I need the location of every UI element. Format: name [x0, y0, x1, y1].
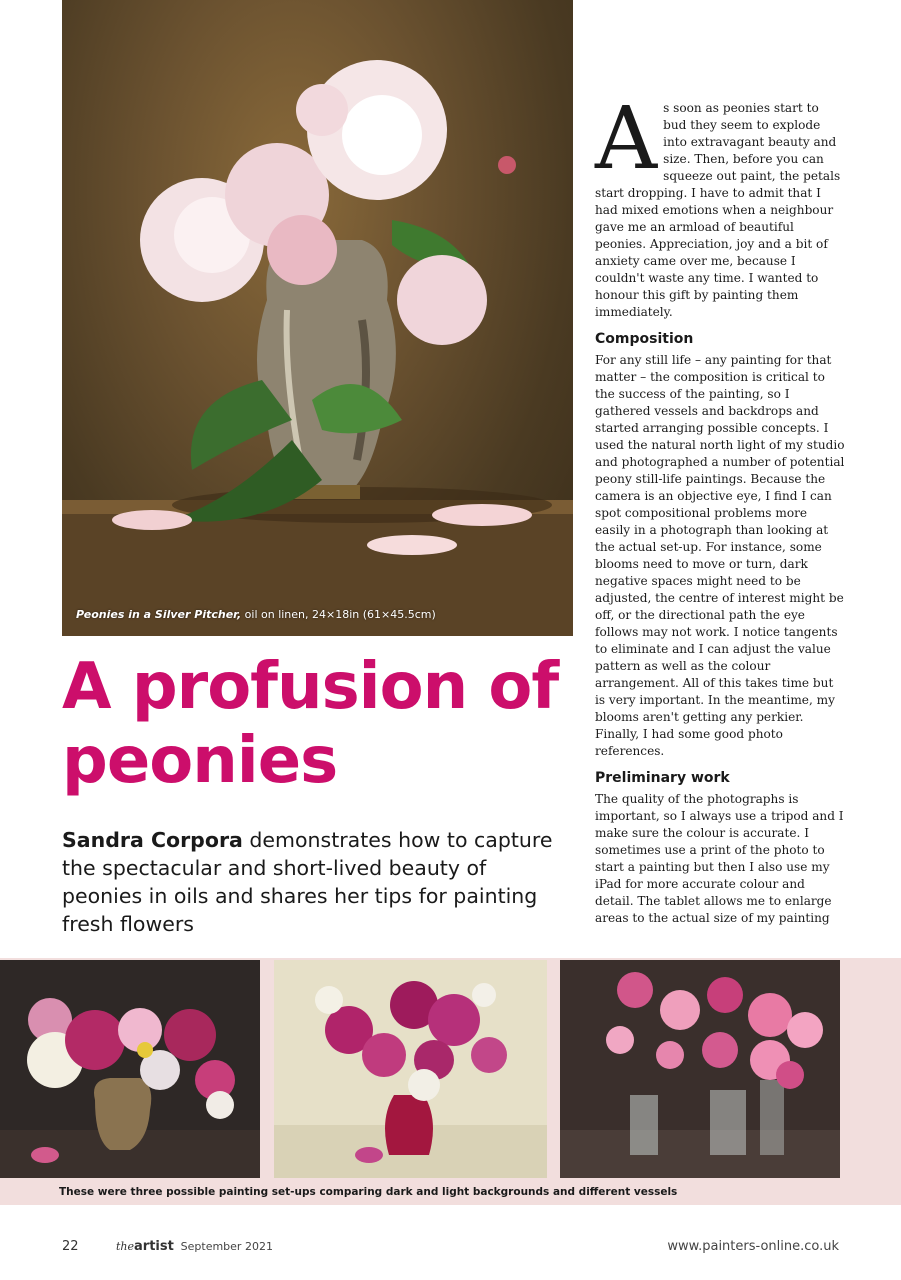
setup-photo-light-red-vase	[274, 960, 547, 1178]
setup-photo-dark-silver	[0, 960, 260, 1178]
website-url[interactable]: www.painters-online.co.uk	[667, 1239, 839, 1254]
preliminary-paragraph: The quality of the photographs is important, so I always use a tripod and I make sure the colour is accurate. I sometimes use a print of the photo to start a painting but then I also use my iPad for more accurate colour and detail. The tablet allows me to enlarge areas to the actual size of my painting	[595, 792, 844, 925]
setup-photo-dark-glass-jars	[560, 960, 840, 1178]
photo-image	[0, 960, 260, 1178]
composition-paragraph: For any still life – any painting for that matter – the composition is critical to the success of the painting, so I gathered vessels and backdrops and started arranging possible concepts. I used the natural north light of my studio and photographed a number of potential peony still-life paintings. Because the camera is an objective eye, I find I can spot compositional problems more easily in a photograph than looking at the actual set-up. For instance, some blooms need to move or turn, dark negative spaces might need to be adjusted, the centre of interest might be off, or the directional path the eye follows may not work. I notice tangents to eliminate and I can adjust the value pattern as well as the colour arrangement. All of this takes time but is very important. In the meantime, my blooms aren't getting any perkier. Finally, I had some good photo references.	[595, 353, 845, 758]
article-column	[595, 89, 845, 927]
intro-paragraph	[595, 89, 845, 321]
page-number: 22	[62, 1239, 79, 1254]
issue-date: September 2021	[180, 1240, 273, 1253]
photo-image	[560, 960, 840, 1178]
article-title	[62, 650, 582, 798]
standfirst	[62, 826, 562, 938]
peony-painting-image	[62, 0, 573, 636]
photo-strip-caption: These were three possible painting set-ups comparing dark and light backgrounds and different vessels	[59, 1186, 678, 1198]
standfirst-text: demonstrates how to capture the spectacular and short-lived beauty of peonies in oils and shares her tips for painting fresh flowers	[62, 828, 553, 936]
heading-composition: Composition	[595, 331, 694, 347]
painting-caption-title: Peonies in a Silver Pitcher,	[76, 608, 242, 621]
photo-image	[274, 960, 547, 1178]
magazine-name-the: the	[116, 1240, 135, 1253]
painting-caption-details: oil on linen, 24×18in (61×45.5cm)	[241, 608, 436, 621]
hero-painting	[62, 0, 573, 636]
author-name: Sandra Corpora	[62, 828, 243, 852]
article-title-line1: A profusion of	[62, 650, 559, 724]
article-title-line2: peonies	[62, 724, 338, 798]
painting-caption	[76, 608, 436, 621]
magazine-name-artist: artist	[134, 1239, 174, 1254]
drop-cap: A	[595, 89, 658, 189]
magazine-footer	[116, 1239, 273, 1254]
intro-text: s soon as peonies start to bud they seem to explode into extravagant beauty and size. Then, before you can squeeze out paint, the petals start dropping. I have to admit that I had mixed emotions when a neighbour gave me an armload of beautiful peonies. Appreciation, joy and a bit of anxiety came over me, because I couldn't waste any time. I wanted to honour this gift by painting them immediately.	[595, 101, 841, 319]
heading-preliminary-work: Preliminary work	[595, 770, 730, 786]
